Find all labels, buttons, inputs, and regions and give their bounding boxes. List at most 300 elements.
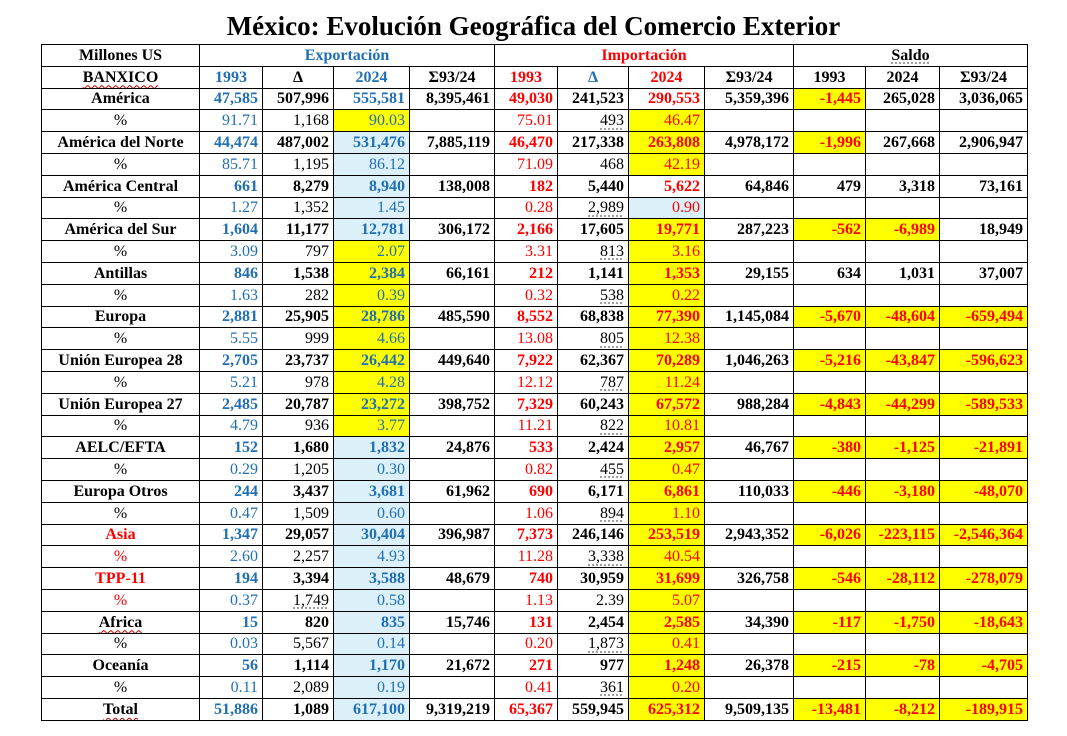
import-1993-cell (495, 611, 558, 633)
import-delta-cell (558, 88, 629, 110)
row-label-text: % (113, 679, 128, 696)
table-row-percent (42, 677, 1028, 699)
export-2024-value: 86.12 (369, 155, 405, 173)
import-delta-cell (558, 677, 629, 699)
row-label-text: % (113, 548, 128, 566)
export-1993-value: 1,347 (222, 526, 258, 544)
import-delta-value: 17,605 (580, 221, 625, 239)
import-sum-cell (705, 197, 794, 219)
export-delta-cell (263, 110, 334, 132)
export-delta-cell (263, 393, 334, 415)
export-delta-value: 3,394 (293, 570, 329, 588)
import-delta-value: 493 (600, 112, 625, 130)
import-2024-value: 2,585 (664, 613, 701, 631)
export-delta-cell (263, 698, 334, 720)
export-2024-cell (334, 611, 410, 633)
balance-1993-cell (794, 371, 866, 393)
export-2024-cell (334, 393, 410, 415)
export-delta-value: 11,177 (285, 221, 329, 239)
export-1993-value: 1.27 (230, 199, 258, 217)
import-1993-value: 0.20 (525, 635, 554, 653)
import-2024-cell (629, 611, 705, 633)
import-sum-value: 326,758 (737, 570, 790, 588)
import-delta-cell (558, 110, 629, 132)
import-2024-cell (629, 546, 705, 568)
import-sum-cell (705, 502, 794, 524)
import-1993-value: 131 (529, 613, 554, 631)
balance-sum-cell (940, 328, 1028, 350)
row-label-text: % (113, 155, 128, 173)
table-row-percent (42, 328, 1028, 350)
import-2024-value: 77,390 (656, 308, 701, 326)
import-1993-value: 11.21 (517, 417, 554, 435)
export-2024-cell (334, 306, 410, 328)
export-delta-value: 1,089 (293, 700, 329, 718)
balance-2024-cell (866, 546, 940, 568)
export-1993-value: 44,474 (214, 134, 258, 152)
import-2024-cell (629, 633, 705, 655)
import-delta-cell (558, 262, 629, 284)
import-sum-cell (705, 88, 794, 110)
row-label-text: % (113, 504, 128, 522)
balance-2024-cell: -223,115 (866, 524, 940, 546)
balance-2024-cell: -48,604 (866, 306, 940, 328)
export-sum-value: 485,590 (438, 308, 491, 326)
export-2024-cell (334, 175, 410, 197)
import-delta-value: 62,367 (580, 352, 625, 370)
table-row-percent (42, 371, 1028, 393)
export-sum-value: 24,876 (446, 439, 491, 457)
row-label-text: AELC/EFTA (75, 439, 166, 457)
export-sum-cell (410, 284, 495, 306)
balance-sum-cell: -48,070 (940, 480, 1028, 502)
export-2024-value: 0.14 (377, 635, 405, 653)
row-label-text: % (113, 591, 128, 609)
import-sum-value: 29,155 (745, 264, 790, 282)
balance-1993-cell: -1,445 (794, 88, 866, 110)
balance-col-1993: 1993 (794, 66, 866, 88)
import-sum-cell (705, 219, 794, 241)
import-sum-value: 64,846 (745, 177, 790, 195)
export-1993-value: 51,886 (214, 700, 258, 718)
export-sum-cell (410, 480, 495, 502)
import-1993-value: 533 (529, 439, 554, 457)
balance-2024-cell (866, 110, 940, 132)
import-1993-cell (495, 132, 558, 154)
export-1993-value: 47,585 (214, 90, 258, 108)
export-delta-cell (263, 459, 334, 481)
balance-2024-cell: -28,112 (866, 568, 940, 590)
import-2024-cell (629, 88, 705, 110)
import-1993-cell (495, 677, 558, 699)
import-delta-cell (558, 393, 629, 415)
export-sum-value: 48,679 (446, 570, 491, 588)
balance-1993-cell (794, 284, 866, 306)
import-sum-cell (705, 393, 794, 415)
balance-1993-cell: -5,216 (794, 350, 866, 372)
import-sum-value: 1,046,263 (725, 352, 790, 370)
export-delta-cell (263, 502, 334, 524)
import-1993-value: 11.28 (517, 548, 554, 566)
import-2024-cell (629, 480, 705, 502)
export-delta-cell (263, 437, 334, 459)
export-delta-cell (263, 633, 334, 655)
row-label (42, 110, 200, 132)
import-2024-value: 2,957 (664, 439, 701, 457)
balance-2024-cell: 267,668 (866, 132, 940, 154)
import-1993-value: 46,470 (509, 134, 554, 152)
balance-1993-cell (794, 589, 866, 611)
balance-1993-cell: 479 (794, 175, 866, 197)
balance-1993-cell: -6,026 (794, 524, 866, 546)
import-delta-value: 822 (600, 417, 625, 435)
export-1993-cell (200, 306, 263, 328)
import-2024-value: 5,622 (664, 177, 701, 195)
export-sum-value: 9,319,219 (426, 700, 491, 718)
import-sum-cell (705, 371, 794, 393)
import-2024-value: 19,771 (656, 221, 701, 239)
import-1993-value: 13.08 (517, 330, 554, 348)
balance-1993-cell (794, 328, 866, 350)
export-2024-value: 4.93 (377, 548, 405, 566)
import-sum-cell (705, 524, 794, 546)
import-delta-cell (558, 568, 629, 590)
export-col-delta: Δ (263, 66, 334, 88)
export-2024-value: 4.28 (377, 373, 405, 391)
export-2024-value: 23,272 (361, 395, 405, 413)
export-sum-value: 8,395,461 (426, 90, 491, 108)
import-delta-value: 241,523 (572, 90, 625, 108)
header-row-columns (42, 66, 1028, 88)
import-1993-cell (495, 546, 558, 568)
export-delta-value: 999 (305, 330, 329, 348)
export-delta-cell (263, 350, 334, 372)
export-1993-cell (200, 524, 263, 546)
export-sum-cell (410, 241, 495, 263)
export-1993-value: 846 (234, 264, 258, 282)
export-delta-cell (263, 371, 334, 393)
export-2024-value: 3,588 (369, 570, 405, 588)
export-delta-value: 936 (305, 417, 329, 435)
row-label (42, 197, 200, 219)
balance-1993-cell: -446 (794, 480, 866, 502)
import-1993-cell (495, 219, 558, 241)
export-delta-value: 1,114 (293, 657, 329, 675)
balance-1993-cell: -546 (794, 568, 866, 590)
import-1993-value: 3.31 (525, 243, 554, 261)
balance-1993-cell (794, 415, 866, 437)
import-sum-cell (705, 132, 794, 154)
row-label (42, 415, 200, 437)
import-1993-cell (495, 459, 558, 481)
row-label (42, 371, 200, 393)
export-delta-cell (263, 88, 334, 110)
export-delta-value: 1,509 (293, 504, 329, 522)
export-delta-value: 1,538 (293, 264, 329, 282)
row-label (42, 589, 200, 611)
table-row (42, 132, 1028, 154)
balance-sum-cell (940, 546, 1028, 568)
export-1993-value: 15 (242, 613, 258, 631)
import-col-1993: 1993 (495, 66, 558, 88)
balance-1993-cell (794, 110, 866, 132)
row-label-text: América Central (62, 177, 179, 195)
import-delta-cell (558, 480, 629, 502)
import-1993-cell (495, 88, 558, 110)
table-row (42, 175, 1028, 197)
export-2024-value: 3,681 (369, 482, 405, 500)
row-label-text: TPP-11 (95, 570, 146, 588)
import-1993-value: 7,373 (517, 526, 554, 544)
import-sum-cell (705, 241, 794, 263)
import-sum-cell (705, 655, 794, 677)
row-label-text: % (113, 417, 128, 435)
import-delta-cell (558, 611, 629, 633)
export-2024-value: 2.07 (377, 243, 405, 261)
import-1993-value: 0.41 (525, 679, 554, 696)
import-sum-value: 26,378 (745, 657, 790, 675)
export-delta-value: 20,787 (285, 395, 329, 413)
table-row-percent (42, 546, 1028, 568)
row-label (42, 655, 200, 677)
import-delta-value: 217,338 (572, 134, 625, 152)
export-1993-cell (200, 197, 263, 219)
export-1993-cell (200, 655, 263, 677)
export-sum-cell (410, 655, 495, 677)
export-delta-cell (263, 153, 334, 175)
import-2024-value: 70,289 (656, 352, 701, 370)
import-delta-value: 361 (600, 679, 625, 696)
table-row-percent (42, 110, 1028, 132)
export-delta-cell (263, 546, 334, 568)
row-label-text: % (113, 330, 128, 348)
table-row (42, 88, 1028, 110)
export-1993-cell (200, 459, 263, 481)
balance-sum-cell (940, 459, 1028, 481)
import-2024-value: 263,808 (648, 134, 701, 152)
import-1993-cell (495, 262, 558, 284)
balance-2024-cell: -6,989 (866, 219, 940, 241)
export-2024-value: 12,781 (361, 221, 405, 239)
export-sum-cell (410, 677, 495, 699)
export-delta-cell (263, 655, 334, 677)
balance-sum-cell (940, 153, 1028, 175)
import-col-sum: Σ93/24 (705, 66, 794, 88)
row-label (42, 393, 200, 415)
import-1993-value: 0.32 (525, 286, 554, 304)
row-label (42, 459, 200, 481)
import-1993-value: 1.13 (525, 591, 554, 609)
export-1993-cell (200, 502, 263, 524)
export-sum-value: 138,008 (438, 177, 491, 195)
row-label (42, 88, 200, 110)
export-1993-value: 0.37 (230, 591, 258, 609)
import-sum-cell (705, 175, 794, 197)
import-sum-cell (705, 415, 794, 437)
export-1993-cell (200, 480, 263, 502)
import-sum-cell (705, 153, 794, 175)
row-label (42, 698, 200, 720)
import-delta-cell (558, 219, 629, 241)
export-sum-cell (410, 132, 495, 154)
export-delta-cell (263, 219, 334, 241)
balance-sum-cell (940, 633, 1028, 655)
table-row-percent (42, 633, 1028, 655)
export-delta-cell (263, 175, 334, 197)
balance-col-2024: 2024 (866, 66, 940, 88)
import-delta-cell (558, 132, 629, 154)
table-row-percent (42, 502, 1028, 524)
import-2024-cell (629, 459, 705, 481)
import-2024-value: 11.24 (664, 373, 701, 391)
import-2024-value: 0.90 (672, 199, 701, 217)
import-delta-cell (558, 698, 629, 720)
export-2024-value: 835 (381, 613, 405, 631)
import-delta-cell (558, 371, 629, 393)
export-sum-value: 449,640 (438, 352, 491, 370)
balance-sum-cell: 2,906,947 (940, 132, 1028, 154)
export-1993-cell (200, 371, 263, 393)
export-delta-value: 1,195 (293, 155, 329, 173)
export-1993-cell (200, 132, 263, 154)
import-1993-cell (495, 110, 558, 132)
balance-2024-cell: 3,318 (866, 175, 940, 197)
row-label (42, 437, 200, 459)
import-2024-value: 42.19 (664, 155, 701, 173)
export-delta-value: 1,749 (293, 591, 329, 609)
export-col-1993: 1993 (200, 66, 263, 88)
import-1993-value: 0.28 (525, 199, 554, 217)
row-label-text: Oceanía (92, 657, 149, 675)
export-1993-value: 152 (234, 439, 258, 457)
balance-1993-cell (794, 459, 866, 481)
export-1993-cell (200, 241, 263, 263)
export-2024-cell (334, 633, 410, 655)
export-2024-cell (334, 480, 410, 502)
export-delta-cell (263, 480, 334, 502)
row-label (42, 175, 200, 197)
export-1993-cell (200, 350, 263, 372)
import-1993-cell (495, 175, 558, 197)
export-1993-cell (200, 633, 263, 655)
export-delta-cell (263, 132, 334, 154)
export-sum-cell (410, 524, 495, 546)
import-sum-cell (705, 677, 794, 699)
export-2024-cell (334, 546, 410, 568)
export-1993-cell (200, 219, 263, 241)
export-2024-cell (334, 655, 410, 677)
export-2024-value: 531,476 (353, 134, 405, 152)
import-delta-value: 787 (600, 373, 625, 391)
row-label (42, 284, 200, 306)
import-2024-cell (629, 568, 705, 590)
import-delta-value: 805 (600, 330, 625, 348)
import-delta-cell (558, 175, 629, 197)
export-delta-value: 8,279 (293, 177, 329, 195)
export-1993-cell (200, 262, 263, 284)
import-2024-value: 3.16 (672, 243, 701, 261)
export-col-2024: 2024 (334, 66, 410, 88)
import-2024-cell (629, 393, 705, 415)
export-1993-cell (200, 328, 263, 350)
import-delta-value: 538 (600, 286, 625, 304)
export-1993-value: 91.71 (222, 112, 258, 130)
table-row (42, 698, 1028, 720)
import-2024-cell (629, 219, 705, 241)
export-delta-value: 1,680 (293, 439, 329, 457)
import-delta-value: 1,141 (588, 264, 625, 282)
import-delta-value: 246,146 (572, 526, 625, 544)
import-delta-cell (558, 655, 629, 677)
balance-sum-cell: -18,643 (940, 611, 1028, 633)
import-1993-value: 75.01 (517, 112, 554, 130)
import-2024-cell (629, 437, 705, 459)
export-1993-value: 5.55 (230, 330, 258, 348)
export-delta-value: 507,996 (277, 90, 329, 108)
import-group-header: Importación (495, 45, 794, 67)
row-label-text: % (113, 286, 128, 304)
balance-1993-cell: -562 (794, 219, 866, 241)
balance-2024-cell (866, 633, 940, 655)
import-2024-cell (629, 328, 705, 350)
page-title: México: Evolución Geográfica del Comercio Exterior (226, 11, 841, 41)
balance-sum-cell (940, 241, 1028, 263)
export-delta-cell (263, 197, 334, 219)
export-2024-cell (334, 350, 410, 372)
export-1993-value: 2.60 (230, 548, 258, 566)
export-sum-cell (410, 306, 495, 328)
balance-sum-cell (940, 589, 1028, 611)
export-sum-cell (410, 633, 495, 655)
import-delta-cell (558, 284, 629, 306)
export-delta-cell (263, 524, 334, 546)
import-2024-cell (629, 132, 705, 154)
export-delta-cell (263, 284, 334, 306)
import-sum-cell (705, 698, 794, 720)
export-2024-cell (334, 698, 410, 720)
export-2024-cell (334, 132, 410, 154)
table-row-percent (42, 197, 1028, 219)
balance-col-sum: Σ93/24 (940, 66, 1028, 88)
export-delta-value: 5,567 (293, 635, 329, 653)
row-label-text: Europa (94, 308, 147, 326)
balance-1993-cell (794, 197, 866, 219)
export-2024-cell (334, 328, 410, 350)
export-sum-cell (410, 153, 495, 175)
balance-sum-cell (940, 371, 1028, 393)
header-row-groups (42, 45, 1028, 67)
import-delta-value: 5,440 (588, 177, 625, 195)
export-2024-value: 8,940 (369, 177, 405, 195)
row-label (42, 241, 200, 263)
import-2024-cell (629, 371, 705, 393)
import-1993-cell (495, 306, 558, 328)
import-2024-value: 0.41 (672, 635, 701, 653)
import-2024-cell (629, 175, 705, 197)
export-sum-cell (410, 502, 495, 524)
export-delta-value: 797 (305, 243, 329, 261)
export-sum-cell (410, 437, 495, 459)
row-label-text: América (91, 90, 150, 108)
export-delta-value: 1,352 (293, 199, 329, 217)
import-2024-cell (629, 655, 705, 677)
import-delta-value: 60,243 (580, 395, 625, 413)
balance-group-header (794, 45, 1028, 67)
balance-2024-cell: -3,180 (866, 480, 940, 502)
export-sum-cell (410, 350, 495, 372)
export-2024-cell (334, 459, 410, 481)
row-label (42, 633, 200, 655)
